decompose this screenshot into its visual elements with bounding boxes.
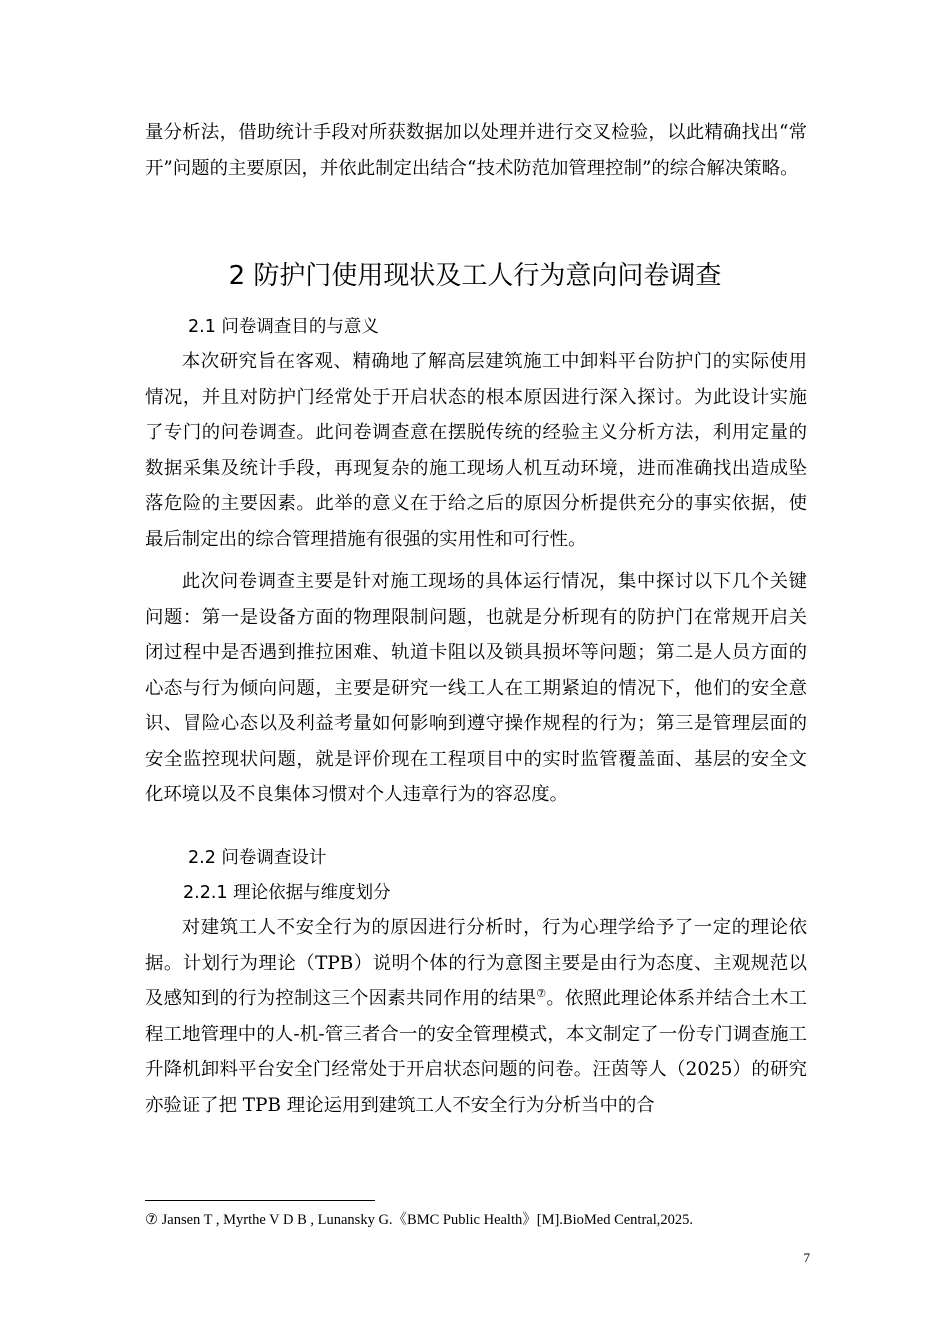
footnote-reference[interactable]: ⑦: [536, 986, 547, 1000]
section-2-1-paragraph-2: 此次问卷调查主要是针对施工现场的具体运行情况，集中探讨以下几个关键问题：第一是设备方面的物理限制问题，也就是分析现有的防护门在常规开启关闭过程中是否遇到推拉困难、轨道卡阻以及锁具损坏等问题；第二是人员方面的心态与行为倾向问题，主要是研究一线工人在工期紧迫的情况下，他们的安全意识、冒险心态以及利益考量如何影响到遵守操作规程的行为；第三是管理层面的安全监控现状问题，就是评价现在工程项目中的实时监管覆盖面、基层的安全文化环境以及不良集体习惯对个人违章行为的容忍度。: [145, 571, 807, 805]
paragraph-text-part-2: 。依照此理论体系并结合土木工程工地管理中的人-机-管三者合一的安全管理模式，本文制定了一份专门调查施工升降机卸料平台安全门经常处于开启状态问题的问卷。汪茵等人（2025）的研究亦验证了把 TPB 理论运用到建筑工人不安全行为分析当中的合: [145, 988, 807, 1116]
page-number: 7: [803, 1250, 810, 1265]
section-2-1-paragraph-1: 本次研究旨在客观、精确地了解高层建筑施工中卸料平台防护门的实际使用情况，并且对防护门经常处于开启状态的根本原因进行深入探讨。为此设计实施了专门的问卷调查。此问卷调查意在摆脱传统的经验主义分析方法，利用定量的数据采集及统计手段，再现复杂的施工现场人机互动环境，进而准确找出造成坠落危险的主要因素。此举的意义在于给之后的原因分析提供充分的事实依据，使最后制定出的综合管理措施有很强的实用性和可行性。: [145, 351, 807, 550]
footnote-text: Jansen T , Myrthe V D B , Lunansky G.《BMC Public Health》[M].BioMed Central,2025.: [158, 1212, 693, 1228]
footnote-separator: [145, 1200, 375, 1201]
paragraph-text-part-1: 对建筑工人不安全行为的原因进行分析时，行为心理学给予了一定的理论依据。计划行为理论（TPB）说明个体的行为意图主要是由行为态度、主观规范以及感知到的行为控制这三个因素共同作用的结果: [145, 917, 807, 1009]
intro-paragraph: 量分析法，借助统计手段对所获数据加以处理并进行交叉检验，以此精确找出“常开”问题的主要原因，并依此制定出结合“技术防范加管理控制”的综合解决策略。: [145, 122, 807, 179]
section-2-2-1-paragraph: [145, 910, 807, 1123]
section-2-heading: 2 防护门使用现状及工人行为意向问卷调查: [228, 261, 722, 291]
footnote-marker: ⑦: [145, 1212, 158, 1228]
section-2-1-heading: 2.1 问卷调查目的与意义: [188, 317, 379, 337]
footnote: [145, 1209, 845, 1231]
section-2-2-heading: 2.2 问卷调查设计: [188, 848, 327, 868]
section-2-2-1-heading: 2.2.1 理论依据与维度划分: [183, 883, 391, 903]
